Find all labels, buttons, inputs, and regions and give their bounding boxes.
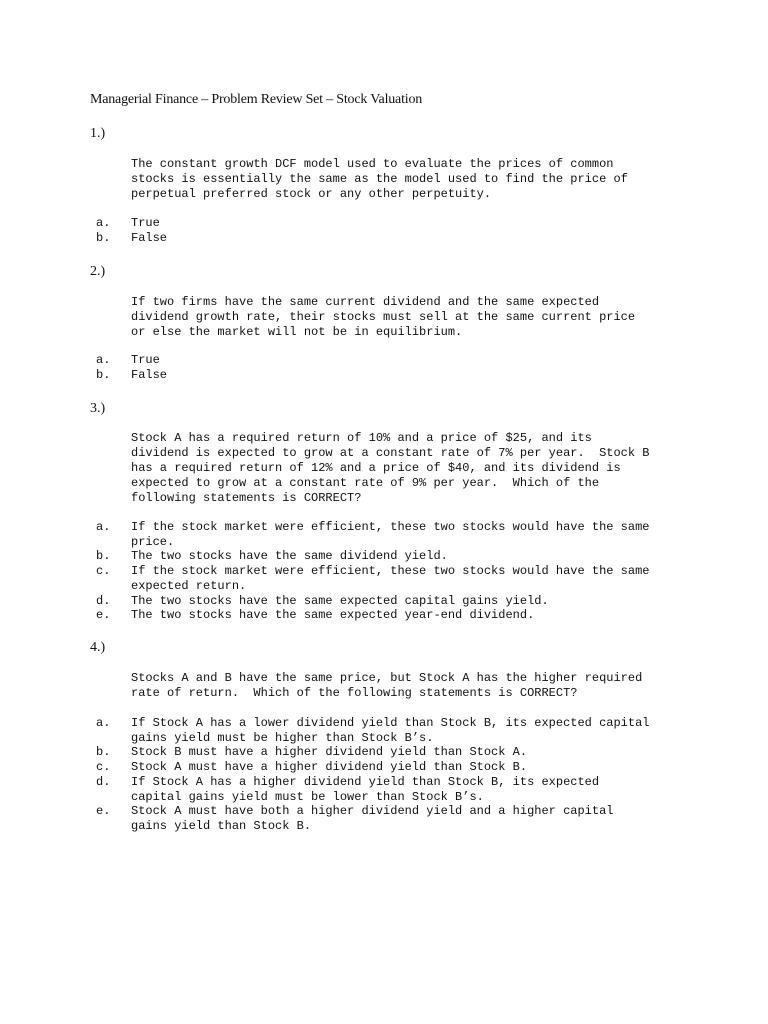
option-letter: b.: [96, 230, 111, 245]
option-letter: d.: [96, 593, 111, 608]
option-text: The two stocks have the same expected capital gains yield.: [131, 593, 549, 608]
option-letter: a.: [96, 353, 111, 367]
option-letter: b.: [96, 367, 111, 382]
option-text: Stock A must have a higher dividend yield than Stock B.: [131, 760, 528, 775]
option-letter: c.: [96, 760, 111, 775]
question-3-option-e: [96, 608, 736, 623]
question-3-option-a: [96, 520, 736, 549]
question-4-option-d: [96, 775, 736, 804]
question-3-stem: Stock A has a required return of 10% and a price of $25, and its dividend is expected to grow at a constant rate of 7% per year. Stock B has a required return of 12% and a price of $40, and its dividend is expected to grow at a constant rate of 9% per year. Which of the following statements is CORRECT?: [131, 431, 650, 505]
question-4-option-e: [96, 804, 736, 833]
option-letter: b.: [96, 745, 111, 760]
option-letter: a.: [96, 716, 111, 730]
option-text: Stock A must have both a higher dividend yield and a higher capital gains yield than Stock B.: [131, 804, 614, 833]
option-letter: e.: [96, 608, 111, 623]
question-2-option-a: [96, 353, 736, 368]
question-3-options: [96, 520, 736, 623]
option-text: True: [131, 216, 160, 230]
question-2-options: [96, 353, 736, 382]
question-3-option-d: [96, 594, 736, 609]
question-4-option-a: [96, 716, 736, 745]
option-letter: e.: [96, 804, 111, 819]
question-4-number: 4.): [90, 640, 106, 655]
option-letter: b.: [96, 549, 111, 564]
question-3-option-b: [96, 549, 736, 564]
option-letter: d.: [96, 774, 111, 789]
option-letter: c.: [96, 564, 111, 579]
question-2-stem: If two firms have the same current dividend and the same expected dividend growth rate, their stocks must sell at the same current price or else the market will not be in equilibrium.: [131, 295, 636, 339]
option-text: If the stock market were efficient, these two stocks would have the same price.: [131, 520, 650, 549]
question-4-option-b: [96, 745, 736, 760]
question-1-option-b: [96, 231, 736, 246]
question-2-number: 2.): [90, 264, 106, 279]
option-text: If Stock A has a higher dividend yield than Stock B, its expected capital gains yield must be lower than Stock B’s.: [131, 774, 600, 804]
option-text: False: [131, 230, 168, 245]
option-text: Stock B must have a higher dividend yield than Stock A.: [131, 745, 528, 760]
document-title: Managerial Finance – Problem Review Set – Stock Valuation: [90, 92, 423, 107]
question-4-option-c: [96, 760, 736, 775]
question-1-number: 1.): [90, 126, 106, 141]
option-text: If Stock A has a lower dividend yield than Stock B, its expected capital gains yield must be higher than Stock B’s.: [131, 716, 650, 745]
question-4-stem: Stocks A and B have the same price, but Stock A has the higher required rate of return. Which of the following statements is CORRECT?: [131, 671, 643, 700]
option-text: The two stocks have the same expected year-end dividend.: [131, 608, 535, 623]
question-1-option-a: [96, 216, 736, 231]
option-text: True: [131, 353, 160, 367]
option-text: If the stock market were efficient, these two stocks would have the same expected return.: [131, 564, 650, 593]
question-1-options: [96, 216, 736, 245]
question-4-options: [96, 716, 736, 834]
option-letter: a.: [96, 216, 111, 230]
question-1-stem: The constant growth DCF model used to evaluate the prices of common stocks is essentially the same as the model used to find the price of perpetual preferred stock or any other perpetuity.: [131, 157, 628, 201]
option-text: False: [131, 367, 168, 382]
option-text: The two stocks have the same dividend yield.: [131, 549, 448, 564]
question-2-option-b: [96, 368, 736, 383]
question-3-number: 3.): [90, 401, 106, 416]
option-letter: a.: [96, 520, 111, 534]
question-3-option-c: [96, 564, 736, 593]
